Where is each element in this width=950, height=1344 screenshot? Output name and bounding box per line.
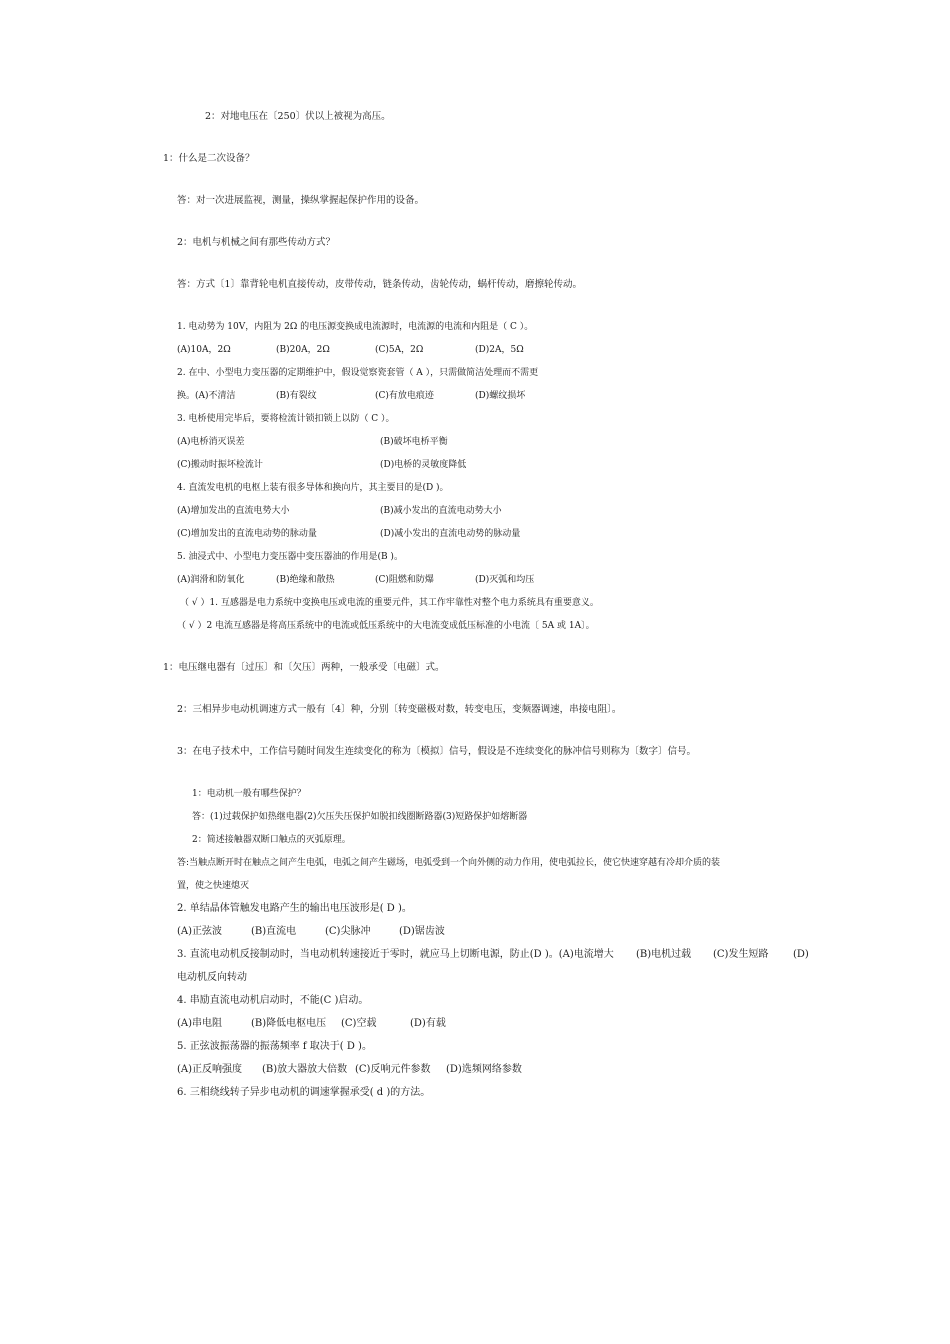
option: (A)正弦波 xyxy=(177,926,223,937)
option: (A)正反响强度 xyxy=(177,1064,243,1075)
option: (D)锯齿波 xyxy=(399,926,445,937)
option: (C)增加发出的直流电动势的脉动量 xyxy=(177,529,317,539)
option: (C)搬动时振坏检流计 xyxy=(177,460,263,470)
option: (D)螺纹损坏 xyxy=(475,391,526,401)
text-line: 2：简述接触器双断口触点的灭弧原理。 xyxy=(192,835,351,845)
option: (C)尖脉冲 xyxy=(325,926,371,937)
option: (A)电桥消灭误差 xyxy=(177,437,245,447)
option: 换。(A)不清洁 xyxy=(177,391,236,401)
option: (D)灭弧和均压 xyxy=(475,575,535,585)
option: (B)减小发出的直流电动势大小 xyxy=(380,506,502,516)
question-line: 2. 在中、小型电力变压器的定期维护中，假设觉察瓷套管（ A ），只需做简洁处理而不需更 xyxy=(177,368,539,378)
option: (B)绝缘和散热 xyxy=(276,575,335,585)
question-line: 4. 串励直流电动机启动时，不能(C )启动。 xyxy=(177,995,369,1006)
text-line: 答：方式〔1〕靠背轮电机直接传动，皮带传动，链条传动，齿轮传动，蜗杆传动，磨擦轮传动。 xyxy=(177,279,583,290)
option: (D)有载 xyxy=(410,1018,446,1029)
option: (A)10A，2Ω xyxy=(177,345,231,355)
option: (C)有放电痕迹 xyxy=(375,391,434,401)
option: (C)反响元件参数 xyxy=(355,1064,431,1075)
option: (B)破坏电桥平衡 xyxy=(380,437,448,447)
option: (B)20A，2Ω xyxy=(276,345,330,355)
option: (C)阻燃和防爆 xyxy=(375,575,434,585)
option: (D)减小发出的直流电动势的脉动量 xyxy=(380,529,521,539)
question-line: 2. 单结晶体管触发电路产生的输出电压波形是( D )。 xyxy=(177,903,412,914)
option: (D) xyxy=(793,949,809,960)
text-line: 2：三相异步电动机调速方式一般有〔4〕种，分别〔转变磁极对数，转变电压，变频器调速，串接电阻〕。 xyxy=(177,704,622,715)
option: (C)5A，2Ω xyxy=(375,345,424,355)
option: (C)发生短路 xyxy=(713,949,769,960)
option: (B)电机过载 xyxy=(636,949,692,960)
option: (A)增加发出的直流电势大小 xyxy=(177,506,290,516)
judgement-line: （ √ ）1. 互感器是电力系统中变换电压或电流的重要元件，其工作牢靠性对整个电力系统具有重要意义。 xyxy=(180,598,599,608)
question-line: 1. 电动势为 10V，内阻为 2Ω 的电压源变换成电流源时，电流源的电流和内阻是（ C ）。 xyxy=(177,322,534,332)
judgement-line: （ √ ）2 电流互感器是将高压系统中的电流或低压系统中的大电流变成低压标准的小电流〔 5A 或 1A〕。 xyxy=(177,621,595,631)
text-line: 答：(1)过载保护如热继电器(2)欠压失压保护如脱扣线圈断路器(3)短路保护如熔断器 xyxy=(192,812,528,822)
option: (C)空载 xyxy=(341,1018,377,1029)
text-line: 置，使之快速熄灭 xyxy=(177,881,250,891)
option: (D)选频网络参数 xyxy=(446,1064,522,1075)
text-line: 电动机反向转动 xyxy=(177,972,247,983)
text-line: 答:当触点断开时在触点之间产生电弧，电弧之间产生磁场，电弧受到一个向外侧的动力作用，使电弧拉长，使它快速穿越有冷却介质的装 xyxy=(177,858,721,868)
option: (B)有裂纹 xyxy=(276,391,317,401)
option: (D)2A，5Ω xyxy=(475,345,524,355)
text-line: 2：对地电压在〔250〕伏以上被视为高压。 xyxy=(205,111,391,122)
option: (B)放大器放大倍数 xyxy=(262,1064,348,1075)
option: (A)串电阻 xyxy=(177,1018,223,1029)
question-line: 3. 电桥使用完毕后，要将检流计锁扣锁上以防（ C ）。 xyxy=(177,414,395,424)
text-line: 1：什么是二次设备？ xyxy=(163,153,255,164)
question-line: 6. 三相绕线转子异步电动机的调速掌握承受( d )的方法。 xyxy=(177,1087,431,1098)
option: (B)降低电枢电压 xyxy=(251,1018,327,1029)
text-line: 1：电动机一般有哪些保护？ xyxy=(192,789,306,799)
question-line: 4. 直流发电机的电枢上装有很多导体和换向片，其主要目的是(D )。 xyxy=(177,483,449,493)
option: (D)电桥的灵敏度降低 xyxy=(380,460,467,470)
text-line: 3：在电子技术中，工作信号随时间发生连续变化的称为〔模拟〕信号，假设是不连续变化的脉冲信号则称为〔数字〕信号。 xyxy=(177,746,697,757)
text-line: 答：对一次进展监视，测量，操纵掌握起保护作用的设备。 xyxy=(177,195,425,206)
question-line: 3. 直流电动机反接制动时，当电动机转速接近于零时，就应马上切断电源，防止(D )。(A)电流增大 xyxy=(177,949,614,960)
option: (A)润滑和防氧化 xyxy=(177,575,245,585)
option: (B)直流电 xyxy=(251,926,297,937)
text-line: 1：电压继电器有〔过压〕和〔欠压〕两种，一般承受〔电磁〕式。 xyxy=(163,662,445,673)
text-line: 2：电机与机械之间有那些传动方式？ xyxy=(177,237,336,248)
question-line: 5. 油浸式中、小型电力变压器中变压器油的作用是(B )。 xyxy=(177,552,403,562)
question-line: 5. 正弦波振荡器的振荡频率 f 取决于( D )。 xyxy=(177,1041,372,1052)
